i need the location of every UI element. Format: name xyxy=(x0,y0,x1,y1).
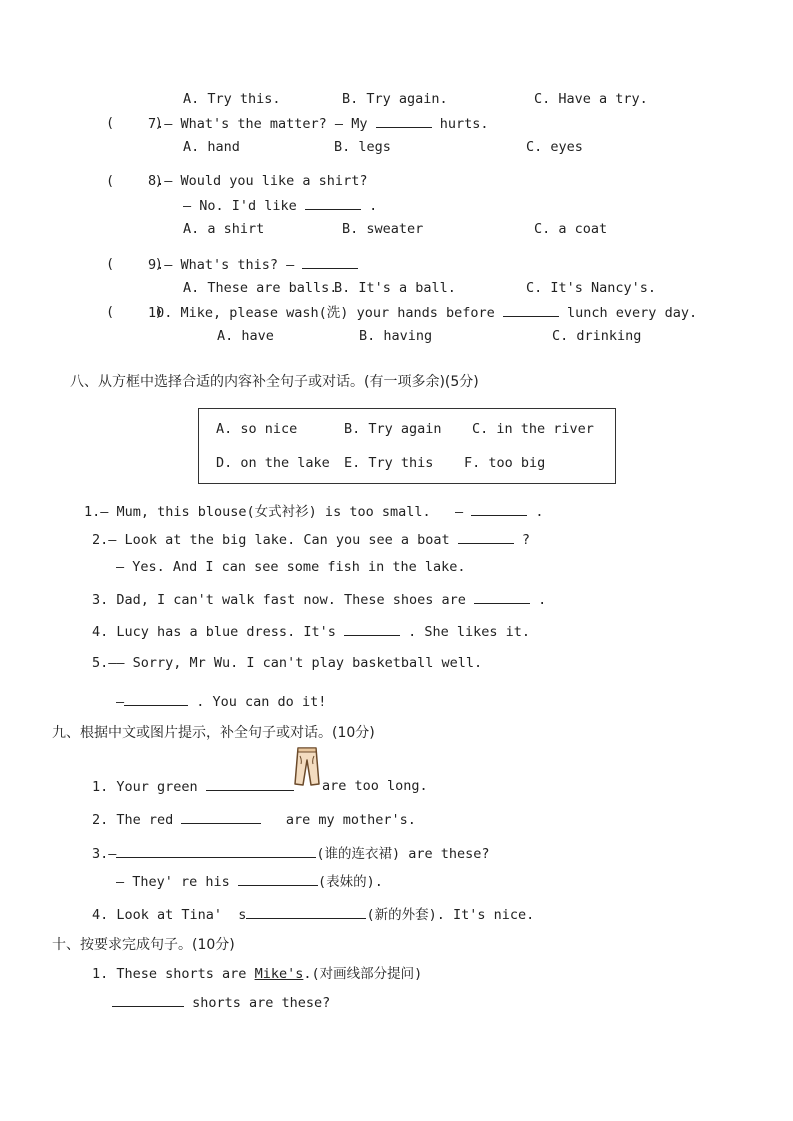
q7-stem: 7.— What's the matter? — My xyxy=(148,116,368,132)
q8-paren: ( ) xyxy=(106,173,163,189)
q10-paren: ( ) xyxy=(106,304,163,320)
s9-q2-blank[interactable] xyxy=(181,810,261,824)
s10-q1-stem: 1. These shorts are xyxy=(92,966,247,982)
section9-title: 九、根据中文或图片提示，补全句子或对话。(10分) xyxy=(52,725,375,741)
q7-option-a: A. hand xyxy=(183,139,240,155)
s8-q5-reply-end: . You can do it! xyxy=(196,694,327,710)
s9-q4-stem: 4. Look at Tina' s xyxy=(92,907,247,923)
s9-q2-stem: 2. The red xyxy=(92,812,174,828)
q6-option-b: B. Try again. xyxy=(342,91,448,107)
s9-q2 xyxy=(92,810,416,829)
bank-option-e: E. Try this xyxy=(344,455,434,471)
s8-q2-stem: 2.— Look at the big lake. Can you see a boat xyxy=(92,532,450,548)
s10-q1-hint: .(对画线部分提问) xyxy=(303,966,423,982)
s8-q1-blank[interactable] xyxy=(471,502,527,516)
q6-option-c: C. Have a try. xyxy=(534,91,648,107)
q9-blank[interactable] xyxy=(302,255,358,269)
q9-option-a: A. These are balls. xyxy=(183,280,338,296)
q9-option-b: B. It's a ball. xyxy=(334,280,456,296)
bank-option-a: A. so nice xyxy=(216,421,298,437)
s9-q3-reply-text: — They' re his xyxy=(116,874,230,890)
s8-q4-stem: 4. Lucy has a blue dress. It's xyxy=(92,624,336,640)
q7-blank[interactable] xyxy=(376,114,432,128)
q10-option-c: C. drinking xyxy=(552,328,642,344)
s9-q1 xyxy=(92,777,294,796)
q7-option-c: C. eyes xyxy=(526,139,583,155)
s9-q3-hint: (谁的连衣裙) are these? xyxy=(316,846,490,862)
q9-paren: ( ) xyxy=(106,256,163,272)
s8-q5-stem: 5.—— Sorry, Mr Wu. I can't play basketball well. xyxy=(92,655,483,671)
bank-option-c: C. in the river xyxy=(472,421,594,437)
s8-q2 xyxy=(92,530,530,549)
s9-q3 xyxy=(92,844,490,863)
q8-blank[interactable] xyxy=(305,196,361,210)
s10-q1-underlined: Mike's xyxy=(254,966,304,982)
s10-q1 xyxy=(92,965,422,983)
s8-q3-blank[interactable] xyxy=(474,590,530,604)
q7-option-b: B. legs xyxy=(334,139,391,155)
q7-tail: hurts. xyxy=(439,116,489,132)
q7-question xyxy=(148,114,489,133)
s8-q3 xyxy=(92,590,546,609)
bank-option-b: B. Try again xyxy=(344,421,442,437)
section10-title: 十、按要求完成句子。(10分) xyxy=(52,937,235,953)
s8-q2-end: ? xyxy=(521,532,531,548)
s8-q3-stem: 3. Dad, I can't walk fast now. These shoes are xyxy=(92,592,466,608)
q8-option-b: B. sweater xyxy=(342,221,424,237)
q8-stem: 8.— Would you like a shirt? xyxy=(148,173,368,189)
section8-title: 八、从方框中选择合适的内容补全句子或对话。(有一项多余)(5分) xyxy=(70,374,479,390)
s8-q1 xyxy=(84,502,544,521)
s9-q2-tail: are my mother's. xyxy=(285,812,416,828)
q10-tail: lunch every day. xyxy=(567,305,698,321)
s8-q4-end: . She likes it. xyxy=(408,624,531,640)
s8-q2-reply: — Yes. And I can see some fish in the lake. xyxy=(116,559,466,575)
s9-q3-reply-blank[interactable] xyxy=(238,872,318,886)
s10-q1-answer-tail: shorts are these? xyxy=(192,995,331,1011)
s10-q1-blank[interactable] xyxy=(112,993,184,1007)
q8-option-a: A. a shirt xyxy=(183,221,265,237)
q10-option-a: A. have xyxy=(217,328,274,344)
q8-option-c: C. a coat xyxy=(534,221,608,237)
s10-q1-answer xyxy=(112,993,330,1012)
s8-q1-end: . xyxy=(535,504,544,520)
q8-line2: — No. I'd like . xyxy=(183,198,378,214)
s8-q2-blank[interactable] xyxy=(458,530,514,544)
s9-q3-blank[interactable] xyxy=(116,844,316,858)
q10-blank[interactable] xyxy=(503,303,559,317)
s8-q4-blank[interactable] xyxy=(344,622,400,636)
s9-q1-stem: 1. Your green xyxy=(92,779,198,795)
s9-q3-stem: 3.— xyxy=(92,846,117,862)
bank-option-d: D. on the lake xyxy=(216,455,330,471)
q10-question xyxy=(148,303,697,322)
bank-option-f: F. too big xyxy=(464,455,546,471)
s8-q5-reply-start: — xyxy=(116,694,125,710)
q9-stem: 9.— What's this? — xyxy=(148,257,295,273)
s9-q3-reply xyxy=(116,872,383,891)
q9-option-c: C. It's Nancy's. xyxy=(526,280,657,296)
s9-q4-blank[interactable] xyxy=(246,905,366,919)
s8-q5-blank[interactable] xyxy=(124,692,188,706)
s8-q5-reply xyxy=(116,692,326,711)
s9-q1-tail: are too long. xyxy=(322,778,428,794)
q7-paren: ( ) xyxy=(106,115,163,131)
q10-option-b: B. having xyxy=(359,328,433,344)
s8-q1-stem: 1.— Mum, this blouse(女式衬衫) is too small. — xyxy=(84,504,464,520)
s8-q4 xyxy=(92,622,530,641)
q9-question xyxy=(148,255,358,274)
q10-stem: 10. Mike, please wash(洗) your hands before xyxy=(148,305,495,321)
s9-q4-hint: (新的外套). It's nice. xyxy=(366,907,535,923)
trousers-picture xyxy=(292,744,322,790)
q8-line2-text: — No. I'd like xyxy=(183,198,297,214)
s9-q1-blank[interactable] xyxy=(206,777,294,791)
s8-q3-end: . xyxy=(538,592,547,608)
q6-option-a: A. Try this. xyxy=(183,91,281,107)
s9-q4 xyxy=(92,905,534,924)
s9-q3-reply-hint: (表妹的). xyxy=(317,874,383,890)
